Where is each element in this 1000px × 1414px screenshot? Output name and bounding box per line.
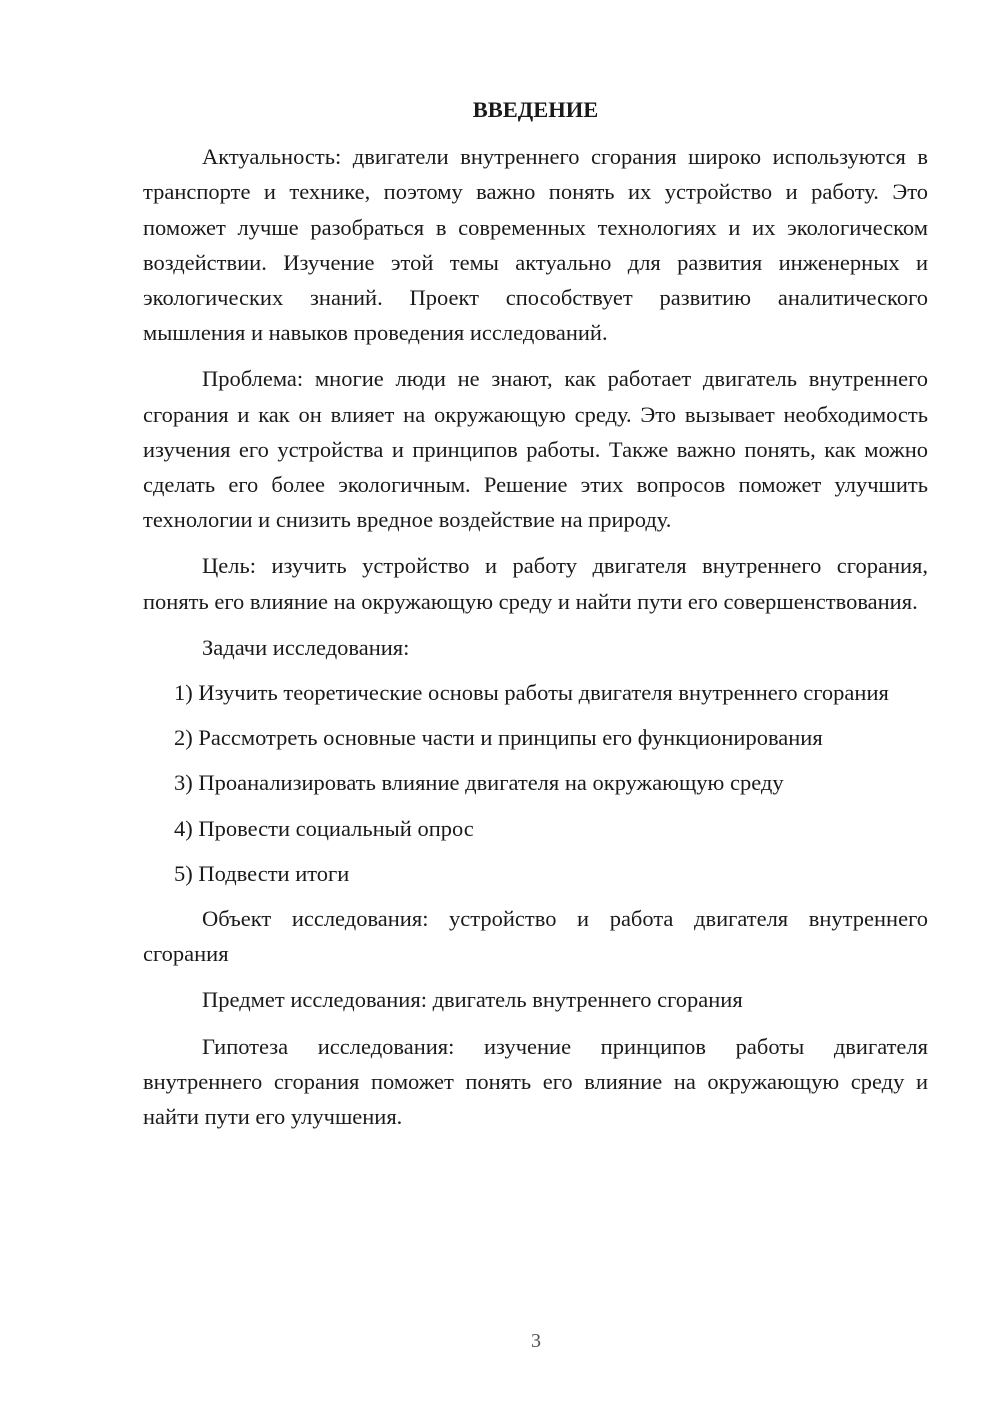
page-number: 3: [531, 1330, 541, 1352]
task-item: 2) Рассмотреть основные части и принципы его функционирования: [174, 725, 823, 751]
relevance-paragraph: Актуальность: двигатели внутреннего сгорания широко используются в транспорте и технике, поэтому важно понять их устройство и работу. Это поможет лучше разобраться в современных технологиях и их экологическом воздействии. Изучение этой темы актуально для развития инженерных и экологических знаний. Проект способствует развитию аналитического мышления и навыков проведения исследований.: [143, 144, 928, 346]
hypothesis-paragraph: Гипотеза исследования: изучение принципов работы двигателя внутреннего сгорания поможет понять его влияние на окружающую среду и найти пути его улучшения.: [143, 1033, 928, 1130]
tasks-heading: Задачи исследования:: [202, 634, 410, 660]
document-body: [143, 92, 928, 1145]
object-paragraph: Объект исследования: устройство и работа двигателя внутреннего сгорания: [143, 906, 928, 967]
goal-paragraph: Цель: изучить устройство и работу двигателя внутреннего сгорания, понять его влияние на окружающую среду и найти пути его совершенствования.: [143, 553, 928, 614]
task-item: 3) Проанализировать влияние двигателя на окружающую среду: [174, 770, 784, 796]
subject-paragraph: Предмет исследования: двигатель внутреннего сгорания: [202, 987, 743, 1013]
problem-paragraph: Проблема: многие люди не знают, как работает двигатель внутреннего сгорания и как он влияет на окружающую среду. Это вызывает необходимость изучения его устройства и принципов работы. Также важно понять, как можно сделать его более экологичным. Решение этих вопросов поможет улучшить технологии и снизить вредное воздействие на природу.: [143, 366, 928, 533]
section-title: ВВЕДЕНИЕ: [472, 97, 599, 122]
task-item: 1) Изучить теоретические основы работы двигателя внутреннего сгорания: [174, 680, 889, 706]
tasks-list: [143, 675, 928, 891]
task-item: 5) Подвести итоги: [174, 860, 350, 886]
task-item: 4) Провести социальный опрос: [174, 815, 474, 841]
